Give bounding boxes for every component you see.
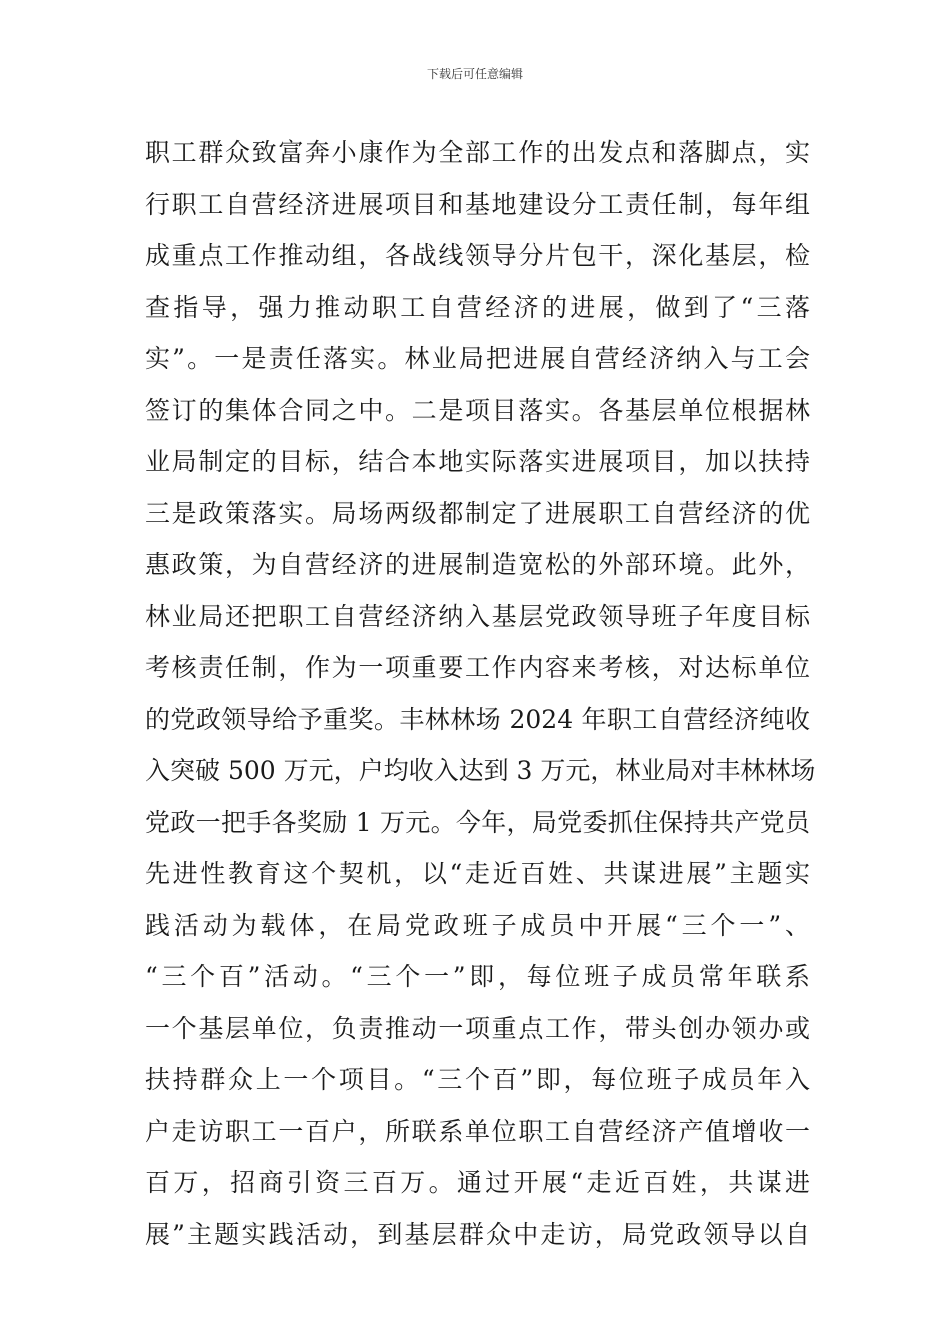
text-line: “三个百”活动。“三个一”即，每位班子成员常年联系: [145, 962, 810, 991]
text-line: 入突破 500 万元，户均收入达到 3 万元，林业局对丰林林场: [145, 756, 816, 785]
text-line: 一个基层单位，负责推动一项重点工作，带头创办领办或: [145, 1013, 810, 1043]
text-line: 职工群众致富奔小康作为全部工作的出发点和落脚点，实: [145, 138, 810, 167]
text-line: 业局制定的目标，结合本地实际落实进展项目，加以扶持: [145, 447, 810, 476]
text-line: 林业局还把职工自营经济纳入基层党政领导班子年度目标: [145, 601, 810, 631]
body-text: [145, 127, 816, 1260]
page-header-note: 下载后可任意编辑: [426, 67, 523, 81]
text-line: 考核责任制，作为一项重要工作内容来考核，对达标单位: [145, 653, 810, 682]
text-line: 先进性教育这个契机，以“走近百姓、共谋进展”主题实: [145, 859, 810, 888]
text-line: 查指导，强力推动职工自营经济的进展，做到了“三落: [145, 292, 810, 322]
text-line: 展”主题实践活动，到基层群众中走访，局党政领导以自: [145, 1219, 810, 1249]
text-line: 成重点工作推动组，各战线领导分片包干，深化基层，检: [145, 241, 810, 270]
text-line: 扶持群众上一个项目。“三个百”即，每位班子成员年入: [145, 1065, 810, 1094]
text-line: 签订的集体合同之中。二是项目落实。各基层单位根据林: [145, 395, 810, 425]
text-line: 实”。一是责任落实。林业局把进展自营经济纳入与工会: [145, 344, 810, 373]
text-line: 的党政领导给予重奖。丰林林场 2024 年职工自营经济纯收: [145, 704, 810, 734]
text-line: 三是政策落实。局场两级都制定了进展职工自营经济的优: [145, 498, 810, 528]
text-line: 百万，招商引资三百万。通过开展“走近百姓，共谋进: [145, 1168, 810, 1197]
text-line: 行职工自营经济进展项目和基地建设分工责任制，每年组: [145, 189, 810, 219]
text-line: 户走访职工一百户，所联系单位职工自营经济产值增收一: [145, 1116, 810, 1146]
text-line: 党政一把手各奖励 1 万元。今年，局党委抓住保持共产党员: [145, 807, 810, 837]
text-line: 惠政策，为自营经济的进展制造宽松的外部环境。此外，: [145, 550, 810, 579]
text-line: 践活动为载体，在局党政班子成员中开展“三个一”、: [145, 910, 810, 940]
